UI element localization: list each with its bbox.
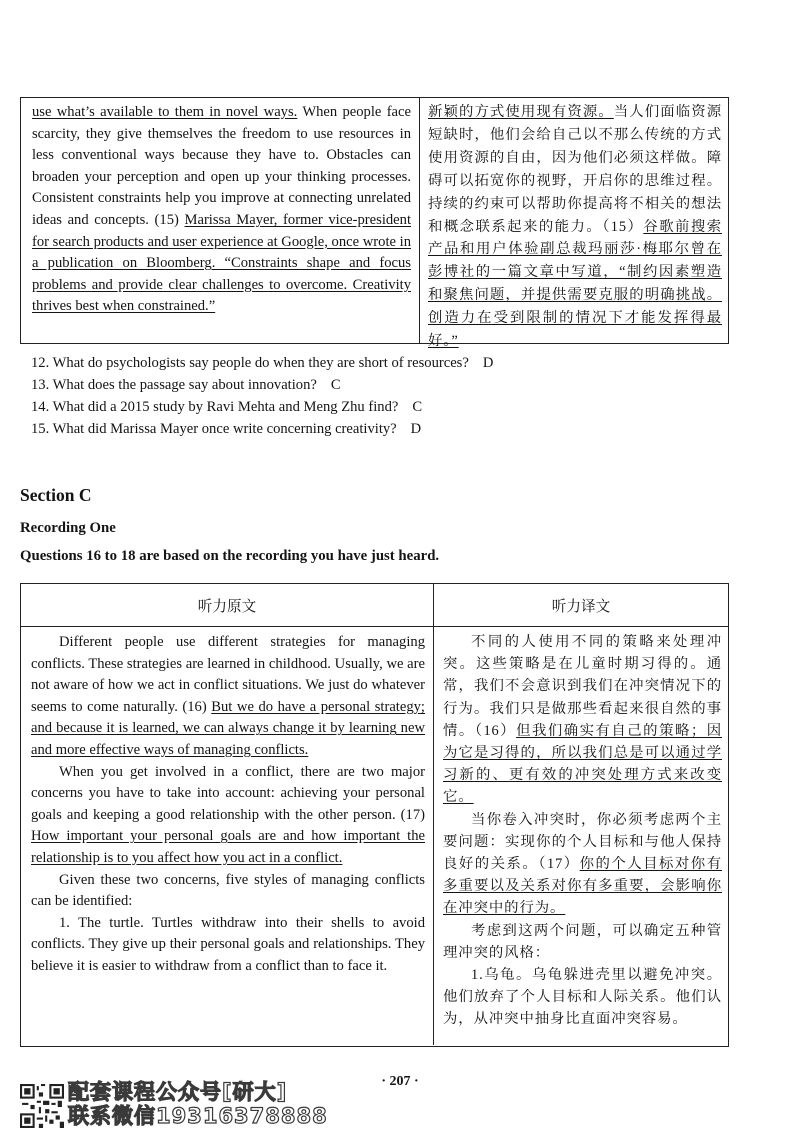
orig-seg: Given these two concerns, five styles of managing conflicts can be identified: (31, 871, 425, 910)
section-title: Section C (20, 485, 92, 505)
watermark-line-2: 联系微信19316378888 (68, 1104, 328, 1128)
trans-seg: 不同的人使用不同的策略来处理冲突。这些策略是在儿童时期习得的。通常，我们不会意识到我们在冲突情况下的行为。我们只是做那些看起来很自然的事情。（16） (443, 634, 722, 739)
trans-seg: 当你卷入冲突时，你必须考虑两个主要问题：实现你的个人目标和与他人保持良好的关系。（17） (443, 811, 722, 873)
zh-seg-2: 谷歌前搜索产品和用户体验副总裁玛丽莎·梅耶尔曾在彭博社的一篇文章中写道，“制约因素塑造和聚焦问题，并提供需要克服的明确挑战。创造力在受到限制的情况下才能发挥得最好。” (428, 218, 722, 350)
recording-title: Recording One (20, 520, 116, 536)
orig-seg-underlined: But we do have a personal strategy; and because it is learned, we can always change it by learning new and more effective ways of managing conflicts. (31, 698, 425, 758)
original-paragraph (31, 762, 425, 870)
question-text: 13. What does the passage say about innovation? (31, 377, 317, 393)
trans-seg-underlined: 但我们确实有自己的策略；因为它是习得的，所以我们总是可以通过学习新的、更有效的冲突处理方式来改变它。 (443, 722, 723, 806)
question-text: 12. What do psychologists say people do when they are short of resources? (31, 355, 469, 371)
question-text: 15. What did Marissa Mayer once write concerning creativity? (31, 421, 397, 437)
translation-paragraph (443, 809, 722, 920)
question-item (31, 396, 731, 418)
trans-seg: 考虑到这两个问题，可以确定五种管理冲突的风格： (443, 922, 722, 961)
orig-seg: Different people use different strategies for managing conflicts. These strategies are learned in childhood. Usually, we are not aware of how we act in conflict situations. We just do whatever seems to come naturally. (16) (31, 634, 425, 715)
orig-seg-underlined: How important your personal goals are and how important the relationship is to you affect how you act in a conflict. (31, 828, 425, 866)
answer-letter: D (482, 355, 494, 371)
page-number: · 207 · (381, 1074, 419, 1089)
answer-letter: D (410, 421, 422, 437)
en-seg-0: use what’s available to them in novel ways. (32, 104, 298, 120)
orig-seg: 1. The turtle. Turtles withdraw into their shells to avoid conflicts. They give up their personal goals and relationships. They believe it is easier to withdraw from a conflict than to face it. (31, 914, 425, 974)
transcript-table (20, 583, 729, 1047)
zh-seg-1: 当人们面临资源短缺时，他们会给自己以不那么传统的方式使用资源的自由，因为他们必须这样做。障碍可以拓宽你的视野，开启你的思维过程。持续的约束可以帮助你提高将不相关的想法和概念联系起来的能力。（15） (428, 104, 722, 235)
watermark (68, 1080, 328, 1128)
translation-paragraph (443, 631, 722, 809)
original-paragraph (31, 913, 425, 978)
en-seg-1: When people face scarcity, they give themselves the freedom to use resources in less conventional ways because they have to. Obstacles can broaden your perception and open up your thinking processes. Consistent constraints help you improve at connecting unrelated ideas and concepts. (15) (32, 104, 411, 228)
trans-seg-underlined: 你的个人目标对你有多重要以及关系对你有多重要，会影响你在冲突中的行为。 (443, 856, 722, 917)
questions-intro: Questions 16 to 18 are based on the recording you have just heard. (20, 548, 440, 564)
original-paragraph (31, 632, 425, 762)
header-original: 听力原文 (21, 584, 434, 626)
qr-code-icon (20, 1084, 64, 1128)
zh-seg-0: 新颖的方式使用现有资源。 (428, 104, 614, 120)
orig-seg: When you get involved in a conflict, there are two major concerns you have to take into account: achieving your personal goals and keeping a good relationship with the other person. (17) (31, 763, 425, 823)
question-item (31, 374, 731, 396)
en-seg-2: Marissa Mayer, former vice-president for search products and user experience at Google, once wrote in a publication on Bloomberg. “Constraints shape and focus problems and provide clear challenges to overcome. Creativity thrives best when constrained.” (32, 211, 412, 315)
header-translation: 听力译文 (551, 598, 611, 615)
original-paragraph (31, 870, 425, 913)
translation-column (434, 627, 728, 1045)
question-item (31, 352, 731, 374)
transcript-table-header (21, 584, 728, 627)
passage-table-top (20, 97, 729, 350)
chinese-column (420, 98, 728, 350)
translation-paragraph (443, 964, 722, 1031)
question-list (31, 352, 731, 440)
answer-letter: C (412, 399, 423, 415)
transcript-table-body (21, 627, 728, 1045)
question-text: 14. What did a 2015 study by Ravi Mehta and Meng Zhu find? (31, 399, 399, 415)
answer-letter: C (330, 377, 341, 393)
original-text-column (21, 627, 434, 1045)
translation-paragraph (443, 920, 722, 964)
watermark-line-1: 配套课程公众号[研大] (68, 1080, 288, 1104)
english-column (21, 98, 420, 343)
chinese-passage (428, 101, 722, 353)
question-item (31, 418, 731, 440)
trans-seg: 1.乌龟。乌龟躲进壳里以避免冲突。他们放弃了个人目标和人际关系。他们认为，从冲突中抽身比直面冲突容易。 (443, 967, 722, 1028)
english-passage (32, 102, 411, 318)
